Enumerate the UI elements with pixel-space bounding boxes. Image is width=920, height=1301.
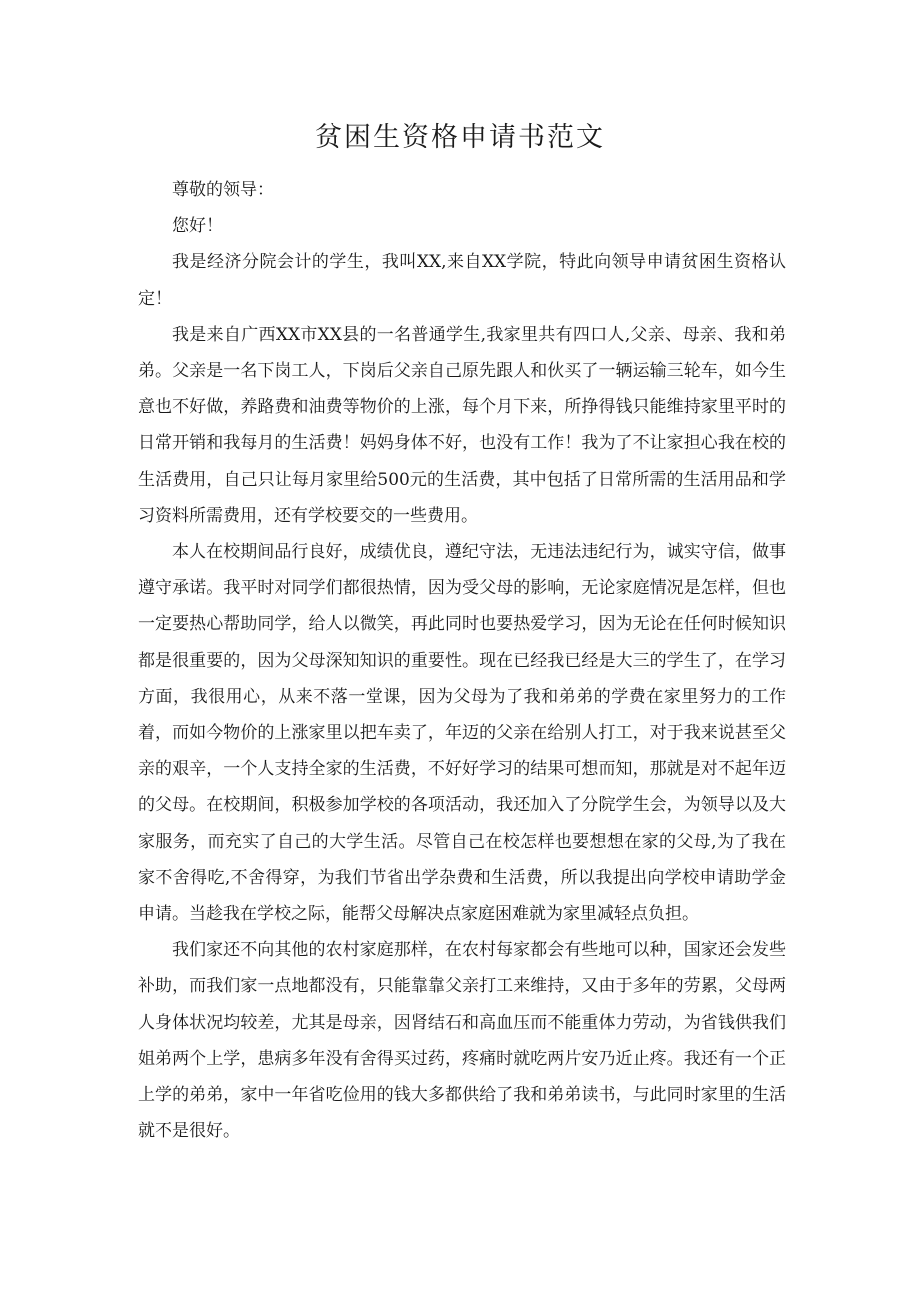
paragraph-conduct: 本人在校期间品行良好，成绩优良，遵纪守法，无违法违纪行为，诚实守信，做事遵守承诺。我平时对同学们都很热情，因为受父母的影响，无论家庭情况是怎样，但也一定要热心帮助同学，给人以微笑，再此同时也要热爱学习，因为无论在任何时候知识都是很重要的，因为父母深知知识的重要性。现在已经我已经是大三的学生了，在学习方面，我很用心，从来不落一堂课，因为父母为了我和弟弟的学费在家里努力的工作着，而如今物价的上涨家里以把车卖了，年迈的父亲在给别人打工，对于我来说甚至父亲的艰辛，一个人支持全家的生活费，不好好学习的结果可想而知，那就是对不起年迈的父母。在校期间，积极参加学校的各项活动，我还加入了分院学生会，为领导以及大家服务，而充实了自己的大学生活。尽管自己在校怎样也要想想在家的父母,为了我在家不舍得吃,不舍得穿，为我们节省出学杂费和生活费，所以我提出向学校申请助学金申请。当趁我在学校之际，能帮父母解决点家庭困难就为家里减轻点负担。 (138, 542, 786, 925)
document-body (138, 172, 786, 1149)
page-title: 贫困生资格申请书范文 (315, 122, 605, 153)
paragraph-family: 我是来自广西XX市XX县的一名普通学生,我家里共有四口人,父亲、母亲、我和弟弟。父亲是一名下岗工人，下岗后父亲自己原先跟人和伙买了一辆运输三轮车，如今生意也不好做，养路费和油费等物价的上涨，每个月下来，所挣得钱只能维持家里平时的日常开销和我每月的生活费！妈妈身体不好，也没有工作！我为了不让家担心我在校的生活费用，自己只让每月家里给500元的生活费，其中包括了日常所需的生活用品和学习资料所需费用，还有学校要交的一些费用。 (138, 324, 786, 526)
paragraph-intro: 我是经济分院会计的学生，我叫XX,来自XX学院，特此向领导申请贫困生资格认定！ (138, 252, 786, 309)
salutation: 尊敬的领导： (172, 180, 274, 200)
greeting: 您好！ (172, 216, 223, 237)
paragraph-hardship: 我们家还不向其他的农村家庭那样，在农村每家都会有些地可以种，国家还会发些补助，而我们家一点地都没有，只能靠靠父亲打工来维持，又由于多年的劳累，父母两人身体状况均较差，尤其是母亲，因肾结石和高血压而不能重体力劳动，为省钱供我们姐弟两个上学，患病多年没有舍得买过药，疼痛时就吃两片安乃近止疼。我还有一个正上学的弟弟，家中一年省吃俭用的钱大多都供给了我和弟弟读书，与此同时家里的生活就不是很好。 (138, 940, 786, 1142)
